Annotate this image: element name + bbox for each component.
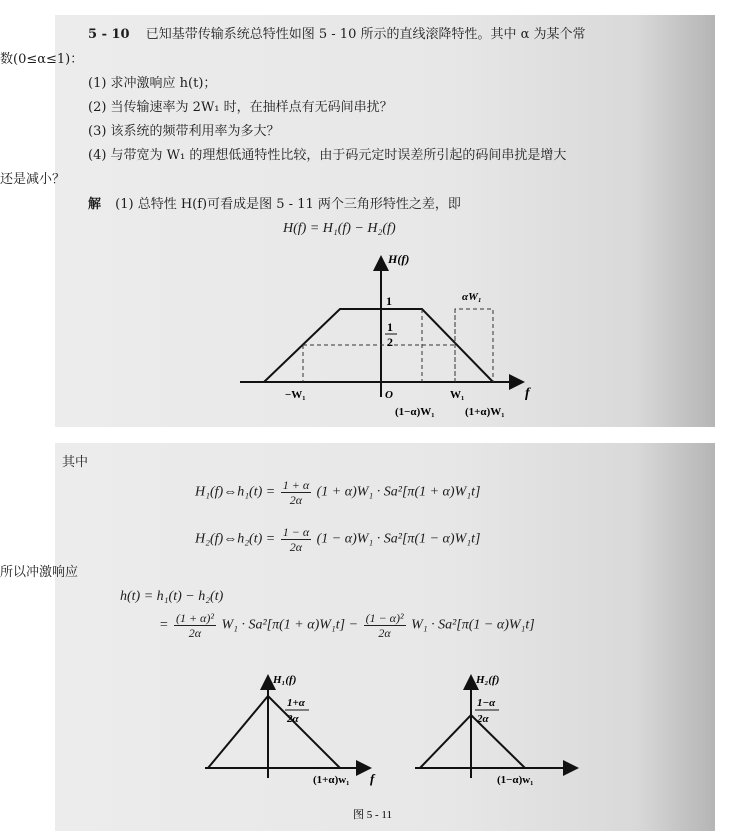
h1-triangle-plot bbox=[205, 674, 376, 786]
ht2-den1: 2α bbox=[188, 626, 202, 640]
ht2-mid: W₁ · Sa²[π(1 + α)W₁t] − bbox=[221, 617, 359, 633]
ht2-fraction-2 bbox=[364, 611, 406, 640]
ht2-num2: (1 − α)² bbox=[365, 611, 404, 625]
h2-x-tick: (1−α)w₁ bbox=[497, 774, 534, 786]
question-4-line-1: (4) 与带宽为 W₁ 的理想低通特性比较，由于码元定时误差所引起的码间串扰是增大 bbox=[88, 148, 567, 163]
h1-rhs: (1 + α)W₁ · Sa²[π(1 + α)W₁t] bbox=[316, 484, 481, 500]
h2-peak-num: 1−α bbox=[477, 697, 496, 709]
alpha-w-label: αW₁ bbox=[462, 291, 482, 303]
h1-fraction bbox=[281, 478, 311, 507]
x-axis-label: f bbox=[525, 386, 530, 401]
problem-first-line bbox=[88, 26, 586, 43]
h1-den: 2α bbox=[289, 493, 303, 507]
h1-lhs: H₁(f)⇔h₁(t) = bbox=[195, 484, 276, 500]
h2-num: 1 − α bbox=[282, 525, 310, 539]
h1-peak-den: 2α bbox=[287, 713, 299, 725]
ht2-end: W₁ · Sa²[π(1 − α)W₁t] bbox=[411, 617, 535, 633]
h2-lhs: H₂(f)⇔h₂(t) = bbox=[195, 531, 276, 547]
solution-label: 解 bbox=[88, 197, 102, 212]
question-3: (3) 该系统的频带利用率为多大？ bbox=[88, 124, 280, 139]
half-den-label: 2 bbox=[387, 335, 393, 349]
h1-equation bbox=[195, 478, 480, 507]
ht-expansion bbox=[159, 611, 535, 640]
h1-x-tick: (1+α)w₁ bbox=[313, 774, 350, 786]
qizhong-label: 其中 bbox=[62, 455, 89, 470]
high-freq-label: (1+α)W₁ bbox=[465, 406, 505, 418]
ht2-den2: 2α bbox=[378, 626, 391, 640]
textbook-scan-bottom bbox=[0, 443, 715, 831]
question-2: (2) 当传输速率为 2W₁ 时，在抽样点有无码间串扰？ bbox=[88, 100, 393, 115]
ht-line: h(t) = h₁(t) − h₂(t) bbox=[120, 589, 224, 604]
h1-triangle bbox=[208, 696, 340, 768]
y-axis-label: H(f) bbox=[388, 252, 410, 266]
h2-den: 2α bbox=[289, 540, 303, 554]
h1-y-label: H₁(f) bbox=[273, 674, 297, 686]
figure-5-11 bbox=[55, 668, 715, 831]
ht2-fraction-1 bbox=[174, 611, 216, 640]
problem-stem-1: 已知基带传输系统总特性如图 5 - 10 所示的直线滚降特性。其中 α 为某个常 bbox=[145, 27, 586, 42]
figure-caption: 图 5 - 11 bbox=[353, 809, 393, 821]
question-1: (1) 求冲激响应 h(t)； bbox=[88, 76, 217, 91]
impulse-label: 所以冲激响应 bbox=[0, 565, 79, 580]
figure-5-10 bbox=[55, 247, 715, 427]
h1-peak-num: 1+α bbox=[287, 697, 305, 709]
h2-triangle-plot bbox=[415, 674, 577, 786]
solution-text: (1) 总特性 H(f)可看成是图 5 - 11 两个三角形特性之差，即 bbox=[115, 197, 461, 212]
solution-equation: H(f) = H₁(f) − H₂(f) bbox=[283, 221, 396, 236]
problem-number: 5 - 10 bbox=[88, 27, 130, 42]
textbook-scan-top bbox=[0, 15, 715, 427]
w-label: W₁ bbox=[450, 389, 465, 401]
neg-w-label: −W₁ bbox=[285, 389, 306, 401]
ht2-equals: = bbox=[159, 617, 169, 633]
half-num-label: 1 bbox=[387, 320, 393, 334]
level-one-label: 1 bbox=[386, 294, 392, 308]
h2-y-label: H₂(f) bbox=[476, 674, 500, 686]
alpha-box-dash bbox=[455, 309, 493, 382]
h2-fraction bbox=[281, 525, 311, 554]
h2-rhs: (1 − α)W₁ · Sa²[π(1 − α)W₁t] bbox=[316, 531, 481, 547]
h2-peak-den: 2α bbox=[477, 713, 489, 725]
h1-num: 1 + α bbox=[282, 478, 310, 492]
low-freq-label: (1−α)W₁ bbox=[395, 406, 435, 418]
ht2-num1: (1 + α)² bbox=[175, 611, 214, 625]
question-4-line-2: 还是减小？ bbox=[0, 172, 66, 187]
problem-stem-2: 数(0≤α≤1)： bbox=[0, 52, 84, 67]
h2-equation bbox=[195, 525, 480, 554]
h2-triangle bbox=[420, 715, 525, 768]
solution-line bbox=[88, 196, 461, 213]
h1-x-label: f bbox=[370, 771, 375, 786]
trapezoid-curve bbox=[264, 309, 493, 382]
origin-label: O bbox=[385, 389, 393, 401]
